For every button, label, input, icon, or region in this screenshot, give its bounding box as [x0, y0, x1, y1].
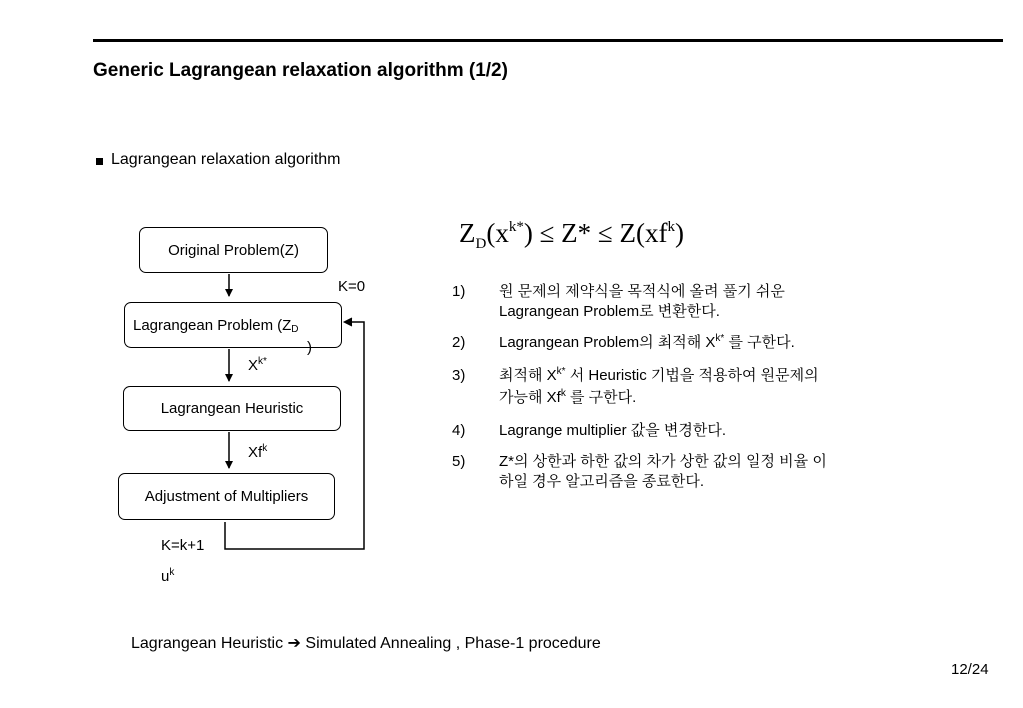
- xfk-label: [248, 444, 267, 461]
- formula-zd-sub: D: [475, 236, 487, 252]
- original-problem-box: [139, 227, 328, 273]
- step-text: [499, 366, 832, 410]
- bound-formula: [459, 218, 684, 252]
- step-text-post: 를 구한다.: [565, 389, 637, 406]
- step-item: [452, 421, 832, 441]
- heuristic-note-label: Lagrangean Heuristic: [131, 635, 284, 652]
- step-item: [452, 333, 832, 355]
- k-increment-label: K=k+1: [161, 537, 205, 554]
- step-item: [452, 452, 832, 492]
- heuristic-note-methods: Simulated Annealing , Phase-1 procedure: [305, 635, 601, 652]
- step-item: [452, 366, 832, 410]
- right-arrow-icon: ➔: [287, 635, 301, 652]
- xk-star-label: [248, 357, 267, 374]
- step-text: 원 문제의 제약식을 목적식에 올려 풀기 쉬운 Lagrangean Problem로 변환한다.: [499, 283, 785, 320]
- uk-base: u: [161, 568, 170, 585]
- page-number: 12/24: [951, 661, 989, 678]
- adjustment-label: Adjustment of Multipliers: [144, 488, 309, 505]
- xk-base: X: [248, 357, 259, 374]
- step-item: [452, 282, 832, 322]
- xfk-sup: k: [262, 443, 268, 454]
- step-text-mid: 서 Heuristic 기법을 적용하여 원문제의 가능해 Xf: [499, 367, 819, 406]
- lagrangean-problem-z-close: ): [307, 339, 312, 356]
- formula-mid: ) ≤ Z* ≤ Z(xf: [523, 218, 668, 248]
- step-number: 1): [452, 283, 466, 300]
- lagrangean-problem-z: (Z: [277, 316, 292, 334]
- formula-k: k: [667, 219, 675, 235]
- xfk-base: Xf: [248, 444, 263, 461]
- formula-x-open: (x: [486, 218, 509, 248]
- uk-label: [161, 568, 174, 585]
- heuristic-note: [131, 633, 601, 653]
- original-problem-label: Original Problem: [168, 241, 280, 259]
- adjustment-box: [118, 473, 335, 520]
- step-text: Lagrange multiplier 값을 변경한다.: [499, 422, 727, 439]
- formula-zd: Z: [459, 218, 476, 248]
- formula-close: ): [674, 218, 684, 248]
- xk-sup: k*: [258, 356, 267, 367]
- step-text-post: 를 구한다.: [724, 334, 795, 351]
- step-text: [499, 333, 832, 355]
- step-text-pre: 최적해 X: [499, 367, 557, 384]
- slide-title: Generic Lagrangean relaxation algorithm (1/2): [93, 60, 508, 81]
- step-number: 4): [452, 422, 466, 439]
- lagrangean-heuristic-label: Lagrangean Heuristic: [160, 400, 304, 417]
- lagrangean-heuristic-box: [123, 386, 341, 431]
- lagrangean-problem-label: Lagrangean Problem: [133, 316, 274, 334]
- formula-k-star: k*: [508, 219, 524, 235]
- algorithm-steps: [452, 282, 832, 503]
- feedback-loop-arrowhead: [344, 318, 352, 326]
- step-sup: k*: [715, 333, 725, 344]
- step-number: 5): [452, 453, 466, 470]
- bullet-text: Lagrangean relaxation algorithm: [111, 151, 341, 168]
- lagrangean-problem-z-sub: D: [291, 323, 299, 335]
- step-text: Z*의 상한과 하한 값의 차가 상한 값의 일정 비율 이하일 경우 알고리즘을 종료한다.: [499, 453, 827, 490]
- k-zero-label: K=0: [338, 278, 366, 295]
- step-number: 2): [452, 334, 466, 351]
- step-number: 3): [452, 367, 466, 384]
- step-sup: k*: [556, 366, 566, 377]
- step-text-pre: Lagrangean Problem의 최적해 X: [499, 334, 716, 351]
- uk-sup: k: [169, 567, 175, 578]
- original-problem-z: (Z): [279, 241, 299, 259]
- step-sup-2: k: [560, 388, 566, 399]
